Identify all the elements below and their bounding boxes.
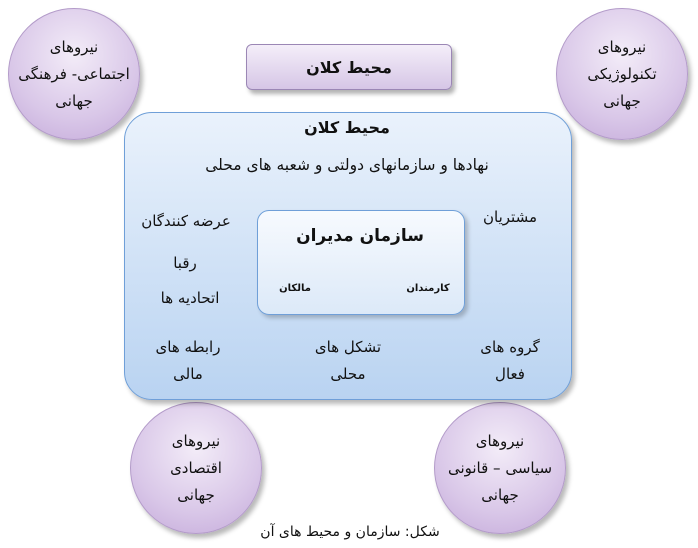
customers-label: مشتریان [483,208,537,226]
local-line-2: محلی [330,365,366,383]
macro-environment-box [246,44,452,90]
owners-label: مالکان [279,283,311,294]
figure-caption: شکل: سازمان و محیط های آن [260,524,440,540]
circle-line-2: سیاسی – قانونی [447,458,553,477]
circle-line-3: جهانی [481,485,519,504]
active-groups-label [462,334,558,388]
panel-title: محیط کلان [304,118,390,137]
active-line-2: فعال [495,365,525,383]
circle-line-2: اقتصادی [170,458,222,477]
circle-line-3: جهانی [55,91,93,110]
circle-line-1: نیروهای [475,431,525,450]
circle-line-1: نیروهای [171,431,221,450]
organization-title: سازمان مدیران [296,226,424,246]
financial-relations-label [140,334,236,388]
active-line-1: گروه های [480,338,540,356]
competitors-label: رقبا [173,254,197,272]
panel-subtitle: نهادها و سازمانهای دولتی و شعبه های محلی [205,156,489,174]
circle-line-1: نیروهای [49,37,99,56]
employees-label: کارمندان [406,283,450,294]
local-line-1: تشکل های [314,338,382,356]
circle-line-2: تکنولوژیکی [587,64,657,83]
circle-economic-forces [130,402,262,534]
circle-line-3: جهانی [603,91,641,110]
suppliers-label: عرضه کنندگان [141,212,231,230]
circle-line-3: جهانی [177,485,215,504]
local-organizations-label [290,334,406,388]
circle-social-cultural-forces [8,8,140,140]
financial-line-2: مالی [173,365,203,383]
financial-line-1: رابطه های [155,338,221,356]
unions-label: اتحادیه ها [160,289,220,307]
circle-political-legal-forces [434,402,566,534]
macro-environment-label: محیط کلان [306,57,392,77]
circle-line-1: نیروهای [597,37,647,56]
circle-technological-forces [556,8,688,140]
circle-line-2: اجتماعی- فرهنگی [18,64,130,83]
